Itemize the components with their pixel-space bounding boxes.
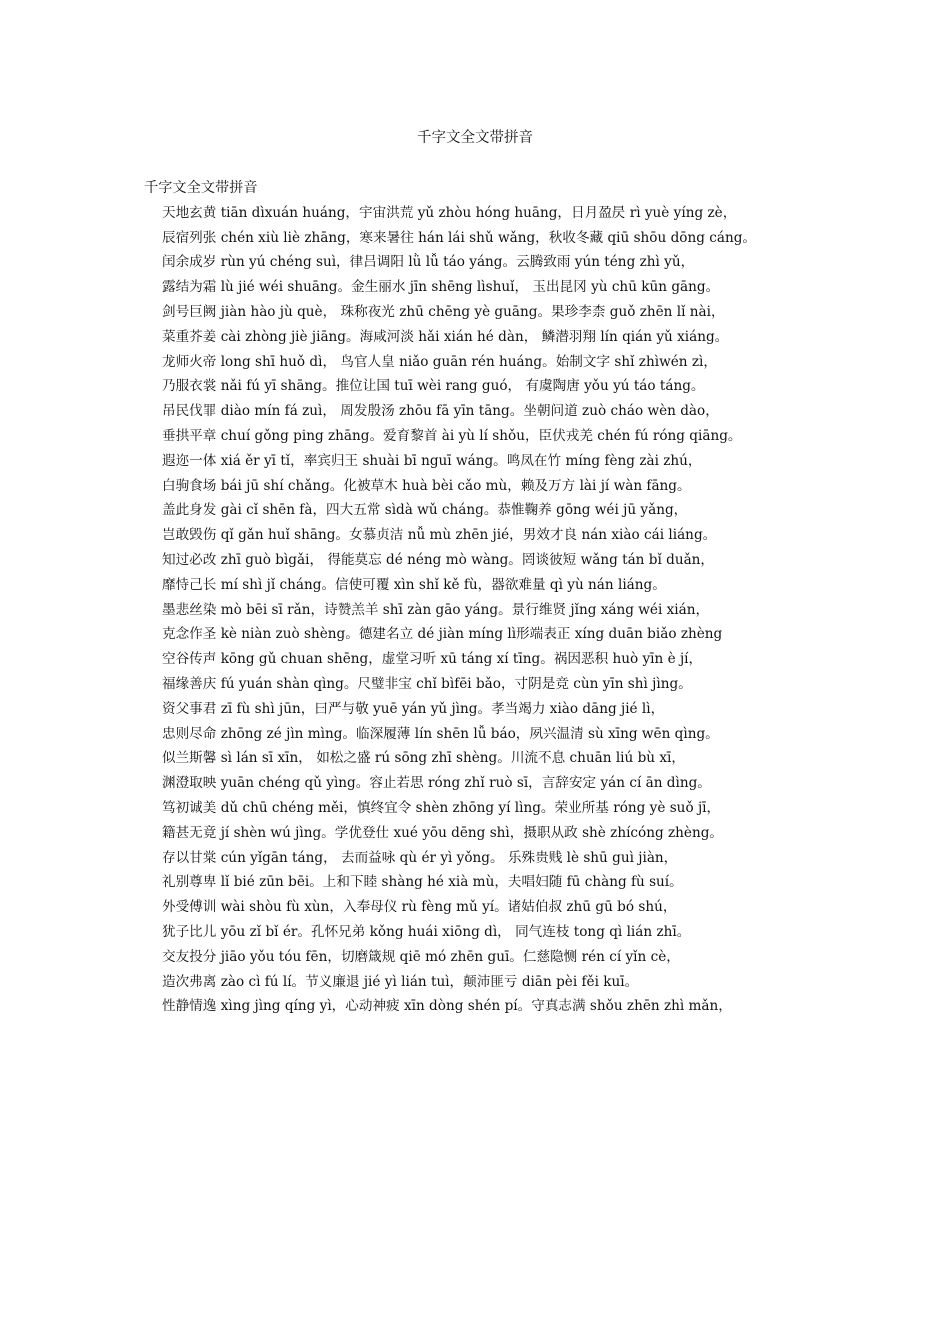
paragraph: 辰宿列张 chén xiù liè zhāng，寒来暑往 hán lái shǔ wǎng，秋收冬藏 qiū shōu dōng cáng。: [162, 229, 757, 246]
paragraph: 性静情逸 xìng jìng qíng yì，心动神疲 xīn dòng shén pí。守真志满 shǒu zhēn zhì mǎn，: [162, 998, 732, 1015]
paragraph: 知过必改 zhī guò bìgǎi， 得能莫忘 dé néng mò wàng。罔谈彼短 wǎng tán bǐ duǎn，: [162, 551, 715, 568]
paragraph: 剑号巨阙 jiàn hào jù què， 珠称夜光 zhū chēng yè guāng。果珍李柰 guǒ zhēn lǐ nài，: [162, 303, 725, 320]
paragraph: 籍甚无竟 jí shèn wú jìng。学优登仕 xué yōu dēng shì，摄职从政 shè zhícóng zhèng。: [162, 824, 724, 841]
paragraph: 交友投分 jiāo yǒu tóu fēn，切磨箴规 qiē mó zhēn guī。仁慈隐恻 rén cí yǐn cè，: [162, 948, 680, 965]
paragraph: 克念作圣 kè niàn zuò shèng。德建名立 dé jiàn míng lì形端表正 xíng duān biǎo zhèng: [162, 626, 723, 643]
paragraph: 造次弗离 zào cì fú lí。节义廉退 jié yì lián tuì，颠沛匪亏 diān pèi fěi kuī。: [162, 973, 639, 990]
paragraph: 天地玄黄 tiān dìxuán huáng，宇宙洪荒 yǔ zhòu hóng huāng，日月盈昃 rì yuè yíng zè，: [162, 204, 737, 221]
paragraph: 露结为霜 lù jié wéi shuāng。金生丽水 jīn shēng lìshuǐ， 玉出昆冈 yù chū kūn gāng。: [162, 279, 720, 296]
paragraph: 渊澄取映 yuān chéng qǔ yìng。容止若思 róng zhǐ ruò sī，言辞安定 yán cí ān dìng。: [162, 775, 711, 792]
paragraph: 岂敢毁伤 qǐ gǎn huǐ shāng。女慕贞洁 nǚ mù zhēn jié，男效才良 nán xiào cái liáng。: [162, 527, 717, 544]
paragraph: 空谷传声 kōng gǔ chuan shēng，虚堂习听 xū táng xí tīng。祸因恶积 huò yīn è jí，: [162, 651, 703, 668]
paragraph: 福缘善庆 fú yuán shàn qìng。尺璧非宝 chǐ bìfēi bǎo，寸阴是竞 cùn yīn shì jìng。: [162, 675, 692, 692]
paragraph: 笃初诚美 dǔ chū chéng měi，慎终宜令 shèn zhōng yí lìng。荣业所基 róng yè suǒ jī，: [162, 799, 721, 816]
paragraph: 白驹食场 bái jū shí chǎng。化被草木 huà bèi cǎo mù，赖及万方 lài jí wàn fāng。: [162, 477, 691, 494]
paragraph: 垂拱平章 chuí gǒng ping zhāng。爱育黎首 ài yù lí shǒu，臣伏戎羌 chén fú róng qiāng。: [162, 427, 742, 444]
paragraph: 龙师火帝 long shī huǒ dì， 鸟官人皇 niǎo guān rén huáng。始制文字 shǐ zhìwén zì，: [162, 353, 717, 370]
paragraph: 存以甘棠 cún yǐgān táng， 去而益咏 qù ér yì yǒng。 乐殊贵贱 lè shū guì jiàn，: [162, 849, 678, 866]
paragraph: 犹子比儿 yōu zǐ bǐ ér。孔怀兄弟 kǒng huái xiōng dì， 同气连枝 tong qì lián zhī。: [162, 923, 691, 940]
paragraph: 礼别尊卑 lǐ bié zūn bēi。上和下睦 shàng hé xià mù，夫唱妇随 fū chàng fù suí。: [162, 874, 683, 891]
document-title: 千字文全文带拼音: [417, 130, 533, 146]
paragraph: 菜重芥姜 cài zhòng jiè jiāng。海咸河淡 hǎi xián hé dàn， 鳞潜羽翔 lín qián yǔ xiáng。: [162, 328, 729, 345]
paragraph: 忠则尽命 zhōng zé jìn mìng。临深履薄 lín shēn lǚ báo，夙兴温清 sù xīng wēn qìng。: [162, 725, 719, 742]
paragraph: 遐迩一体 xiá ěr yī tǐ，率宾归王 shuài bī nguī wáng。鸣凤在竹 míng fèng zài zhú，: [162, 452, 702, 469]
paragraph: 盖此身发 gài cǐ shēn fà，四大五常 sìdà wǔ cháng。恭惟鞠养 gōng wéi jū yǎng，: [162, 502, 688, 519]
paragraph: 吊民伐罪 diào mín fá zuì， 周发殷汤 zhōu fā yīn tāng。坐朝问道 zuò cháo wèn dào，: [162, 403, 719, 420]
paragraph: 靡恃己长 mí shì jǐ cháng。信使可覆 xìn shǐ kě fù，器欲难量 qì yù nán liáng。: [162, 576, 666, 593]
paragraph: 外受傅训 wài shòu fù xùn，入奉母仪 rù fèng mǔ yí。诸姑伯叔 zhū gū bó shú，: [162, 899, 677, 916]
paragraph: 乃服衣裳 nǎi fú yī shāng。推位让国 tuī wèi rang guó， 有虞陶唐 yǒu yú táo táng。: [162, 378, 705, 395]
paragraph: 闰余成岁 rùn yú chéng suì，律吕调阳 lǜ lǚ táo yáng。云腾致雨 yún téng zhì yǔ，: [162, 254, 695, 271]
paragraph: 资父事君 zī fù shì jūn，曰严与敬 yuē yán yǔ jìng。孝当竭力 xiào dāng jié lì，: [162, 700, 665, 717]
paragraph: 似兰斯馨 sì lán sī xīn， 如松之盛 rú sōng zhī shèng。川流不息 chuān liú bù xī，: [162, 750, 685, 767]
document-subtitle: 千字文全文带拼音: [144, 180, 258, 196]
paragraph: 墨悲丝染 mò bēi sī rǎn，诗赞羔羊 shī zàn gāo yáng。景行维贤 jǐng xáng wéi xián，: [162, 601, 710, 618]
document-body: [144, 176, 809, 1019]
